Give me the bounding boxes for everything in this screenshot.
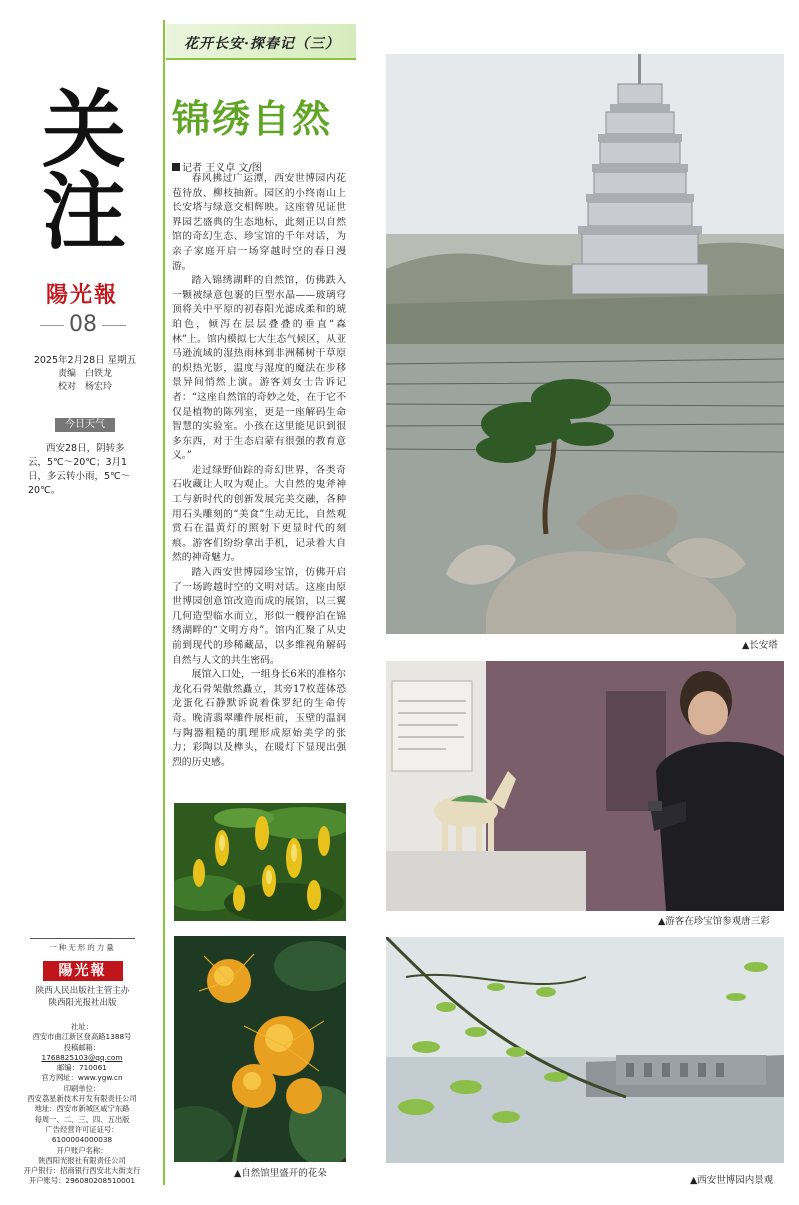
- info-line: 投稿邮箱：: [63, 1042, 101, 1052]
- series-title: 花开长安·探春记（三）: [184, 36, 340, 52]
- info-line: 6100004000038: [51, 1135, 113, 1145]
- orange-flower-photo: [174, 936, 346, 1162]
- weather-tag: 今日天气: [55, 418, 115, 432]
- article-paragraph: 踏入锦绣湖畔的自然馆，仿佛跌入一颗被绿意包裹的巨型水晶——玻璃穹顶将关中平原的初春阳光滤成柔和的琥珀色，倾泻在层层叠叠的垂直“森林”上。馆内模拟七大生态气候区，从亚马逊流域的湿热雨林到非洲稀树干草原的炽热光影，温度与湿度的魔法在步移景异间悄然上演。游客刘女士告诉记者：“这座自然馆的奇妙之处，在于它不仅是植物的陈列室，更是一座解码生命智慧的实验室。小孩在这里能见识到很多东西，对于生态启蒙有很强的教育意义。”: [172, 275, 346, 462]
- newspaper-logo: 陽光報: [46, 282, 119, 308]
- flower-photo-caption: ▲自然馆里盛开的花朵: [234, 1168, 327, 1179]
- museum-visitor-photo: [386, 661, 784, 911]
- museum-photo-caption: ▲游客在珍宝馆参观唐三彩: [658, 916, 770, 927]
- section-title-char-1: 关: [42, 81, 127, 179]
- info-line: 每周一、二、三、四、五出版: [34, 1114, 130, 1124]
- info-line: 开户账户名称：: [56, 1145, 108, 1155]
- orange-flower-image: [174, 936, 346, 1162]
- info-line: 开户银行：招商银行西安北大街支行: [23, 1166, 141, 1176]
- info-line: 广告经营许可证证号：: [45, 1124, 119, 1134]
- park-photo-caption: ▲西安世博园内景观: [690, 1175, 774, 1186]
- yellow-flower-image: [174, 803, 346, 921]
- park-landscape-photo: [386, 937, 784, 1163]
- info-line: 邮编：710061: [57, 1063, 107, 1073]
- publisher-line-1: 陕西人民出版社主管主办: [35, 986, 130, 996]
- byline-text: 记者 王义卓 文/图: [182, 163, 262, 174]
- publisher-logo: 陽光報: [43, 961, 123, 981]
- article-paragraph: 展馆入口处，一组身长6米的准格尔龙化石骨架傲然矗立，其旁17枚莲体恐龙蛋化石静默诉说着侏罗纪的生命传奇。晚清翡翠雕件展柜前，玉壁的温润与陶器粗糙的肌理形成原始美学的张力；彩陶以及榫头，在暖灯下显现出强烈的历史感。: [172, 669, 346, 768]
- tower-photo-caption: ▲长安塔: [742, 640, 778, 651]
- info-line: 印刷单位：: [63, 1083, 101, 1093]
- proofreader-credit: 校对 杨宏玲: [57, 382, 112, 392]
- article-paragraph: 踏入西安世博园珍宝馆，仿佛开启了一场跨越时空的文明对话。这座由原世博园创意馆改造而成的展馆，以三翼几何造型临水而立，形似一艘停泊在锦绣湖畔的“文明方舟”。馆内汇聚了从史前到现代的珍稀藏品，以多维视角解码自然与人文的共生密码。: [172, 567, 346, 666]
- publisher-slogan: 一种无形的力量: [30, 938, 135, 953]
- article-paragraph: 走过绿野仙踪的奇幻世界，各类奇石收藏让人叹为观止。大自然的鬼斧神工与新时代的创新发展完美交融，各种用石头雕刻的“美食”生动无比，自然观赏石在温黄灯的照射下更显时代的刻痕。游客们纷纷拿出手机，记录着大自然的神奇魅力。: [172, 464, 346, 564]
- submission-email[interactable]: 1768825103@qq.com: [41, 1052, 123, 1062]
- article-body: [172, 172, 346, 770]
- info-line: 西安市曲江新区登高路1388号: [32, 1032, 132, 1042]
- info-line: 开户账号：296080208510001: [28, 1176, 136, 1186]
- byline-square-icon: [172, 163, 180, 171]
- page-number: 08: [40, 312, 126, 337]
- yellow-flower-photo: [174, 803, 346, 921]
- info-line: 地址：西安市新城区咸宁东路: [34, 1104, 130, 1114]
- museum-visitor-image: [386, 661, 784, 911]
- article-paragraph: 春风拂过广运潭，西安世博园内花苞待放、柳枝抽新。园区的小终南山上长安塔与绿意交相辉映。这座曾见证世界园艺盛典的生态地标，此刻正以自然馆的奇幻生态、珍宝馆的千年对话，为亲子家庭开启一场穿越时空的春日漫游。: [172, 173, 346, 272]
- website-line[interactable]: 官方网址：www.ygw.cn: [41, 1073, 123, 1083]
- left-column: [0, 0, 150, 1205]
- weather-forecast: 西安28日，阴转多云，5℃～20℃；3月1日，多云转小雨，5℃～20℃。: [28, 443, 131, 496]
- info-line: 社址：: [71, 1022, 93, 1031]
- publisher-line-2: 陕西阳光报社出版: [48, 998, 117, 1008]
- info-line: 西安荔星新技术开发有限责任公司: [27, 1094, 137, 1104]
- issue-date: 2025年2月28日 星期五: [33, 355, 137, 366]
- series-underline: [166, 58, 356, 60]
- publisher-masthead: [30, 938, 135, 1009]
- column-divider: [163, 20, 165, 1185]
- park-landscape-image: [386, 937, 784, 1163]
- editor-credit: 责编 白铁龙: [57, 369, 112, 379]
- publisher-info: [14, 1022, 150, 1187]
- changan-tower-image: [386, 54, 784, 634]
- article-headline: 锦绣自然: [172, 97, 333, 141]
- section-title-char-2: 注: [42, 163, 127, 261]
- changan-tower-photo: [386, 54, 784, 634]
- info-line: 陕西阳光报社有限责任公司: [38, 1155, 126, 1165]
